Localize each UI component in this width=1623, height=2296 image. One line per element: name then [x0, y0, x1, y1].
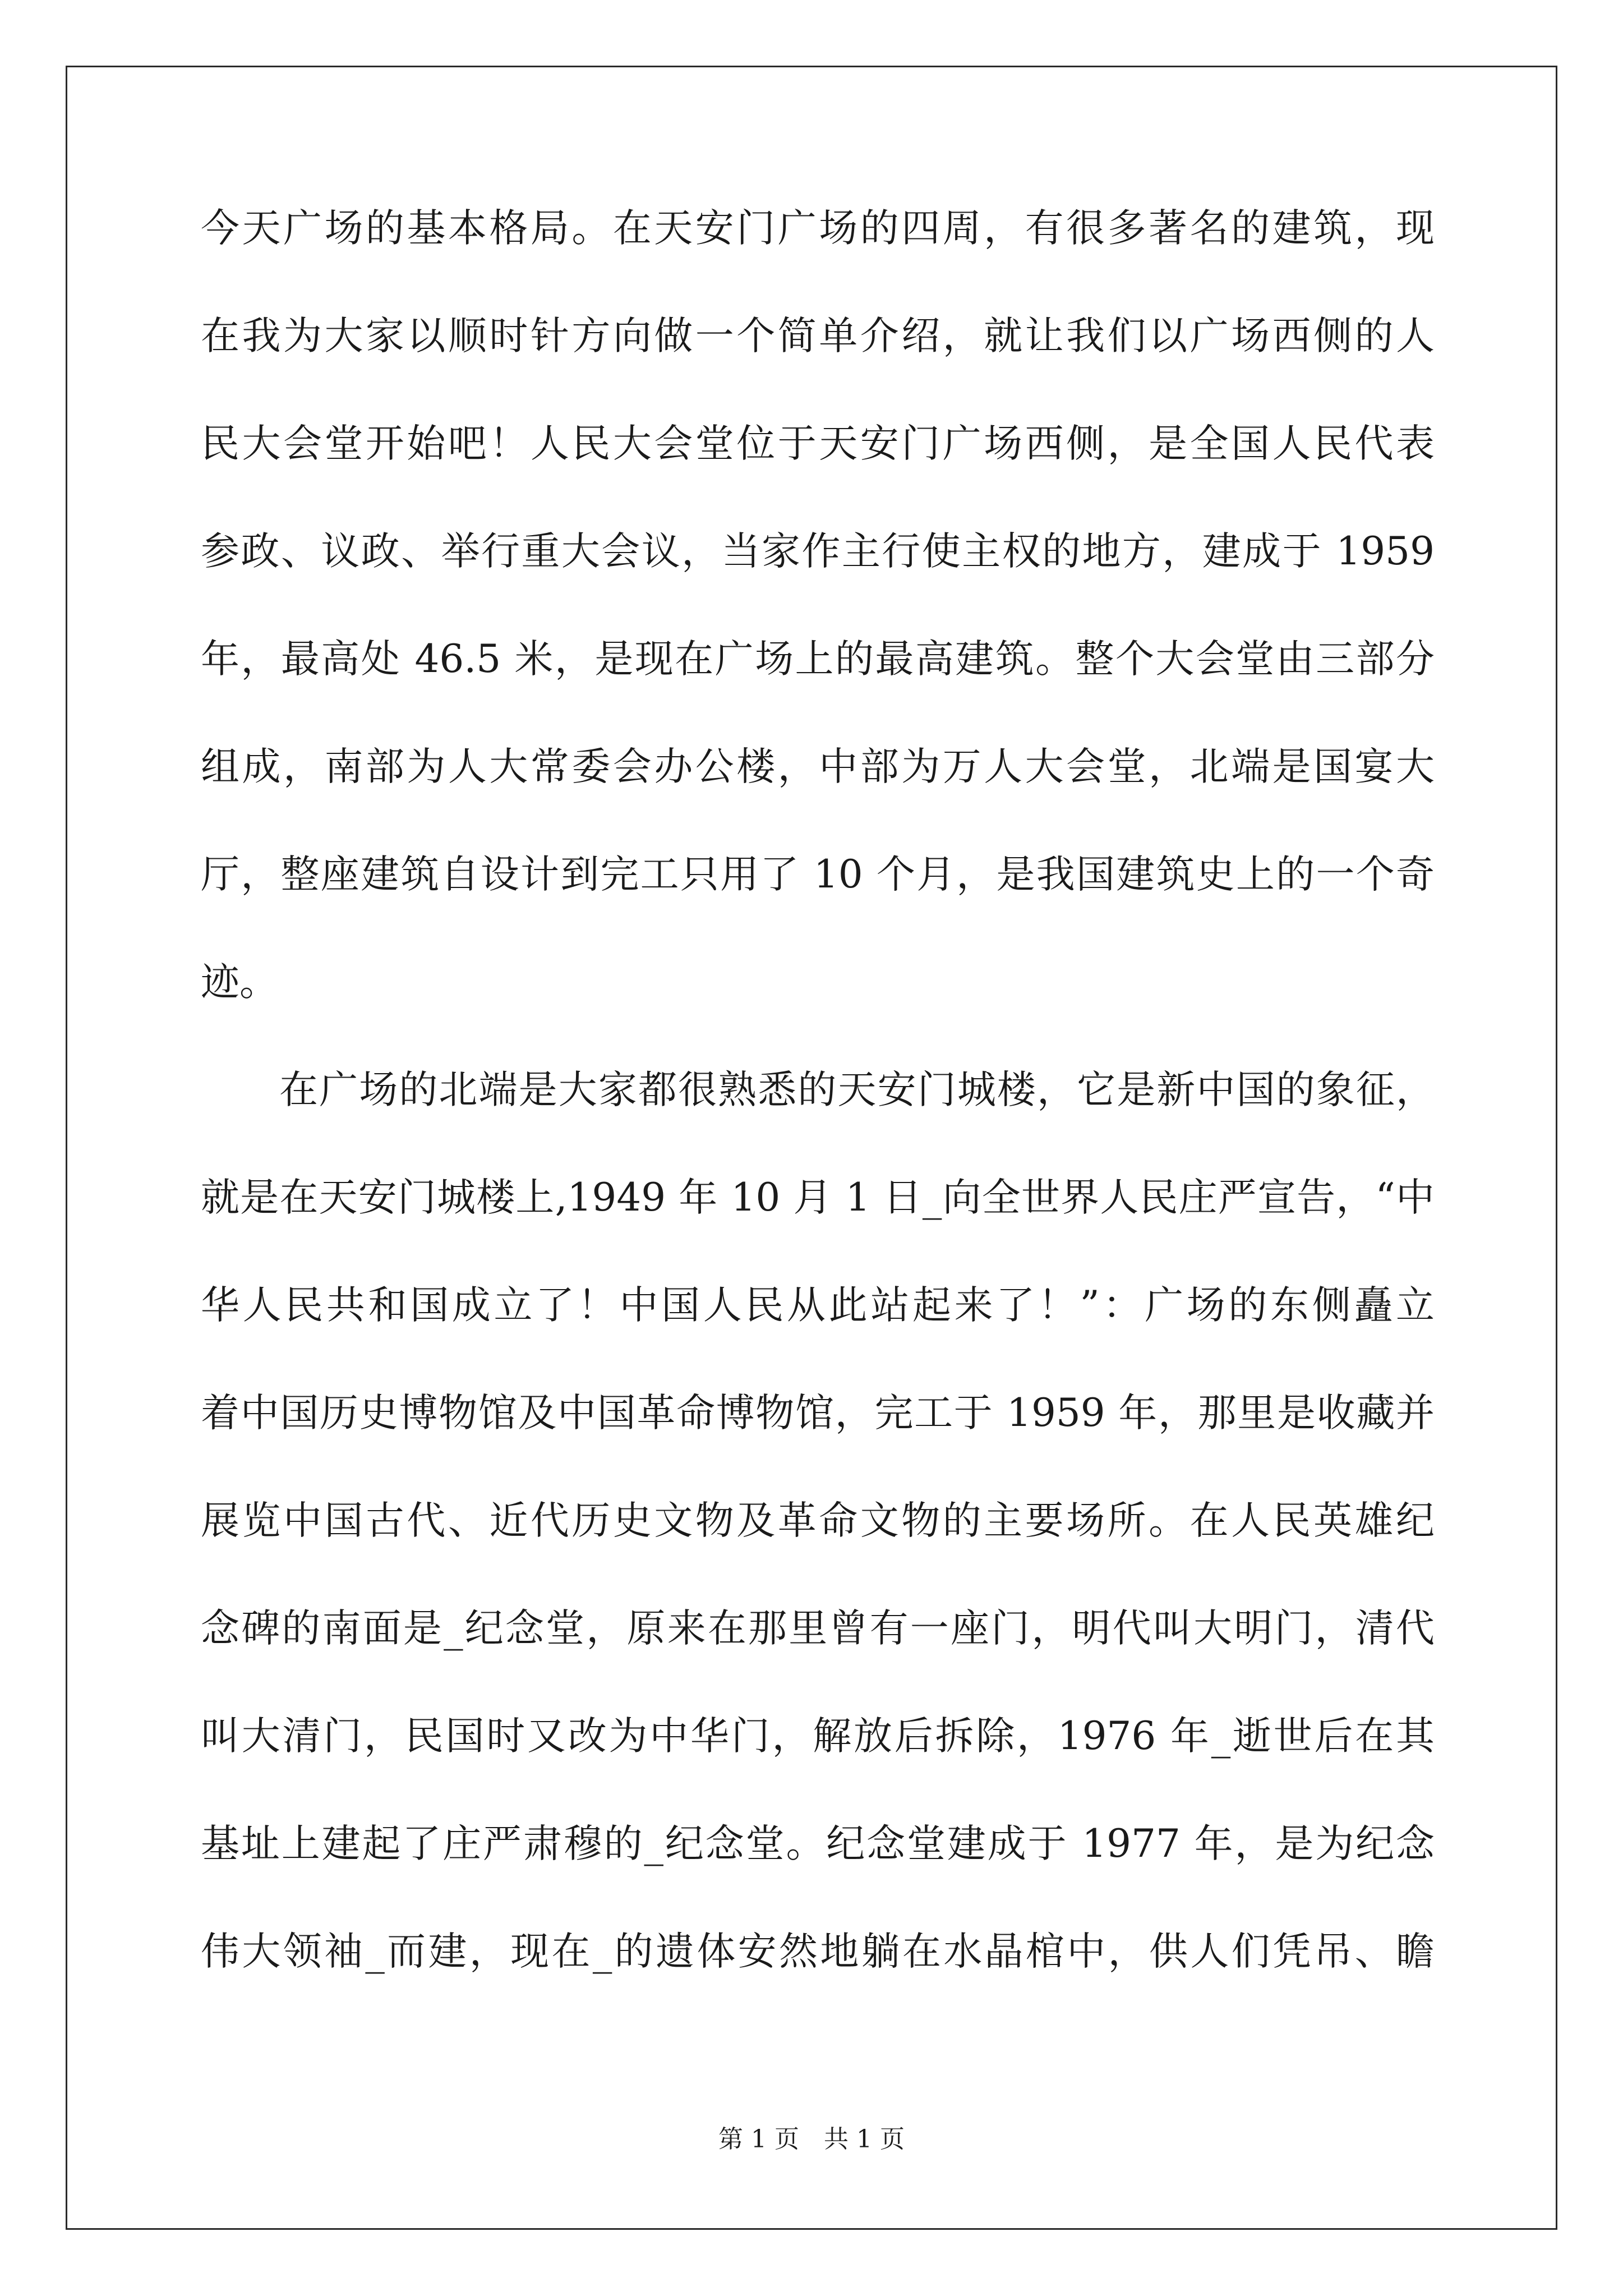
text-line: 民大会堂开始吧！人民大会堂位于天安门广场西侧，是全国人民代表 [201, 421, 1435, 466]
text-line: 厅，整座建筑自设计到完工只用了 10 个月，是我国建筑史上的一个奇 [201, 852, 1435, 897]
text-line: 在广场的北端是大家都很熟悉的天安门城楼，它是新中国的象征， [279, 1068, 1435, 1112]
text-line: 叫大清门，民国时又改为中华门，解放后拆除，1976 年_逝世后在其 [201, 1714, 1435, 1759]
text-line: 伟大领袖_而建，现在_的遗体安然地躺在水晶棺中，供人们凭吊、瞻 [201, 1929, 1435, 1974]
text-line: 华人民共和国成立了！中国人民从此站起来了！”：广场的东侧矗立 [201, 1283, 1435, 1328]
text-line: 着中国历史博物馆及中国革命博物馆，完工于 1959 年，那里是收藏并 [201, 1391, 1435, 1435]
text-line: 参政、议政、举行重大会议，当家作主行使主权的地方，建成于 1959 [201, 529, 1435, 574]
page-border [66, 66, 1557, 2230]
page-number-footer: 第 1 页 共 1 页 [718, 2125, 905, 2154]
text-line: 组成，南部为人大常委会办公楼，中部为万人大会堂，北端是国宴大 [201, 744, 1435, 789]
text-line: 念碑的南面是_纪念堂，原来在那里曾有一座门，明代叫大明门，清代 [201, 1606, 1435, 1651]
text-line: 展览中国古代、近代历史文物及革命文物的主要场所。在人民英雄纪 [201, 1498, 1435, 1543]
text-line: 年，最高处 46.5 米，是现在广场上的最高建筑。整个大会堂由三部分 [201, 637, 1435, 682]
text-line: 在我为大家以顺时针方向做一个简单介绍，就让我们以广场西侧的人 [201, 314, 1435, 358]
text-line: 迹。 [201, 960, 278, 1005]
text-line: 就是在天安门城楼上,1949 年 10 月 1 日_向全世界人民庄严宣告，“中 [201, 1175, 1435, 1220]
text-line: 基址上建起了庄严肃穆的_纪念堂。纪念堂建成于 1977 年，是为纪念 [201, 1821, 1435, 1866]
text-line: 今天广场的基本格局。在天安门广场的四周，有很多著名的建筑，现 [201, 206, 1435, 251]
